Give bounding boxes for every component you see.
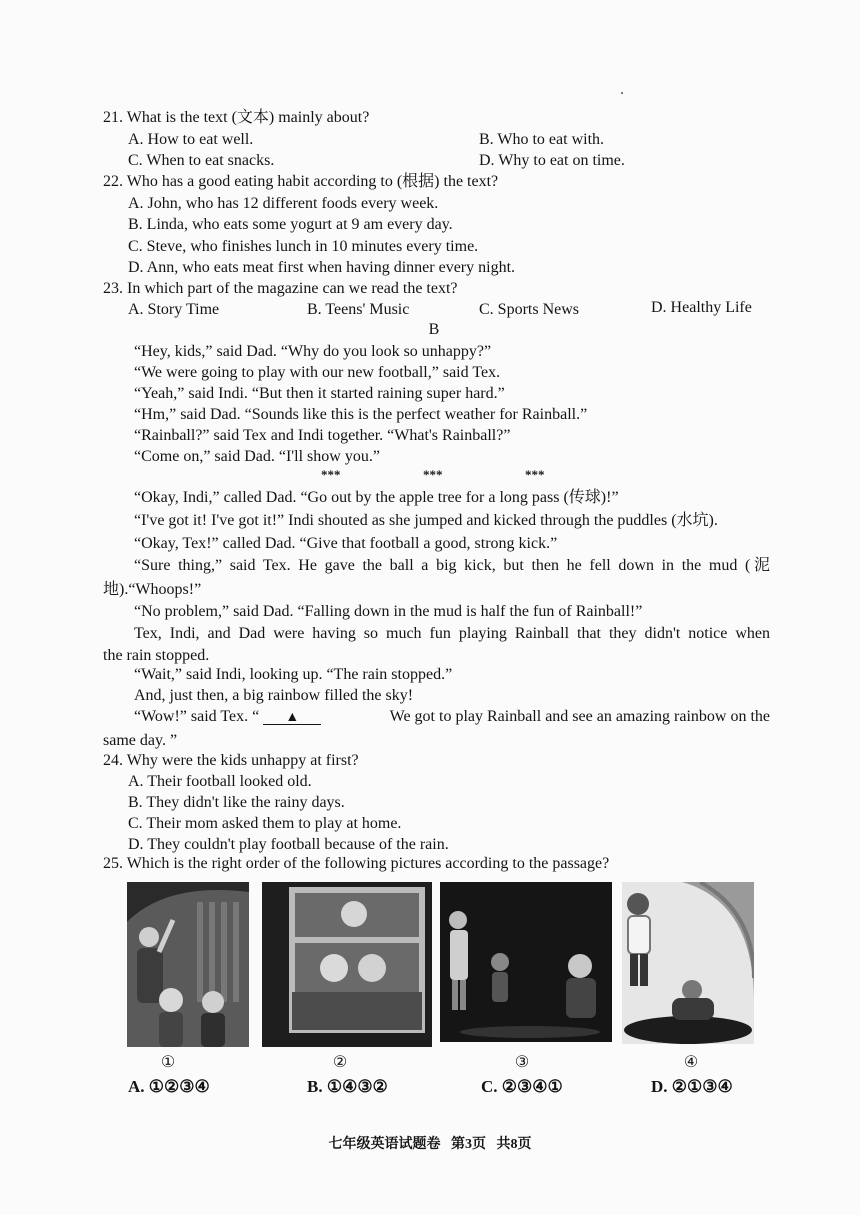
- passage-paragraph: “Hm,” said Dad. “Sounds like this is the perfect weather for Rainball.”: [134, 406, 588, 423]
- picture-1-illustration: [127, 882, 249, 1047]
- passage-paragraph: “No problem,” said Dad. “Falling down in the mud is half the fun of Rainball!”: [134, 603, 643, 620]
- q25-stem: 25. Which is the right order of the following pictures according to the passage?: [103, 855, 610, 872]
- q24-stem: 24. Why were the kids unhappy at first?: [103, 752, 359, 769]
- passage-paragraph-continued: the rain stopped.: [103, 647, 210, 664]
- passage-paragraph: “We were going to play with our new football,” said Tex.: [134, 364, 501, 381]
- q22-option-d: D. Ann, who eats meat first when having dinner every night.: [128, 259, 516, 276]
- q25-option-d: D. ②①③④: [651, 1077, 733, 1096]
- scene-separator: ***: [423, 467, 443, 482]
- blank-trail-text: We got to play Rainball and see an amazing rainbow on the: [389, 708, 770, 725]
- scene-separator: ***: [321, 467, 341, 482]
- picture-1-dad-and-kids: [127, 882, 249, 1047]
- scene-separator: ***: [525, 467, 545, 482]
- q21-option-b: B. Who to eat with.: [479, 131, 605, 148]
- passage-paragraph-continued: same day. ”: [103, 732, 178, 749]
- q23-option-d: D. Healthy Life: [651, 299, 752, 316]
- scan-dot: [621, 92, 623, 94]
- answer-blank: [263, 707, 321, 725]
- q22-option-b: B. Linda, who eats some yogurt at 9 am every day.: [128, 216, 453, 233]
- passage-paragraph: “Yeah,” said Indi. “But then it started raining super hard.”: [134, 385, 505, 402]
- q25-option-a: A. ①②③④: [128, 1077, 210, 1096]
- passage-paragraph: “Wait,” said Indi, looking up. “The rain stopped.”: [134, 666, 453, 683]
- q24-option-a: A. Their football looked old.: [128, 773, 312, 790]
- picture-2-illustration: [262, 882, 432, 1047]
- passage-paragraph: “Come on,” said Dad. “I'll show you.”: [134, 448, 380, 465]
- q23-stem: 23. In which part of the magazine can we read the text?: [103, 280, 458, 297]
- q21-option-c: C. When to eat snacks.: [128, 152, 275, 169]
- picture-4-illustration: [622, 882, 754, 1044]
- q22-option-c: C. Steve, who finishes lunch in 10 minutes every time.: [128, 238, 479, 255]
- q25-option-b: B. ①④③②: [307, 1077, 388, 1096]
- picture-3-label: ③: [514, 1054, 530, 1071]
- passage-paragraph: “Sure thing,” said Tex. He gave the ball a big kick, but then he fell down in the mud (泥: [134, 557, 770, 574]
- q23-option-a: A. Story Time: [128, 301, 220, 318]
- passage-paragraph: “Hey, kids,” said Dad. “Why do you look so unhappy?”: [134, 343, 492, 360]
- picture-3-illustration: [440, 882, 612, 1042]
- q24-option-b: B. They didn't like the rainy days.: [128, 794, 345, 811]
- picture-2-label: ②: [332, 1054, 348, 1071]
- passage-paragraph: “I've got it! I've got it!” Indi shouted as she jumped and kicked through the puddles (水坑).: [134, 512, 718, 529]
- q21-option-a: A. How to eat well.: [128, 131, 254, 148]
- passage-paragraph: Tex, Indi, and Dad were having so much fun playing Rainball that they didn't notice when: [134, 625, 770, 642]
- picture-2-kids-at-window: [262, 882, 432, 1047]
- q21-option-d: D. Why to eat on time.: [479, 152, 625, 169]
- blank-lead-text: “Wow!” said Tex. “: [134, 708, 260, 725]
- q22-option-a: A. John, who has 12 different foods every week.: [128, 195, 439, 212]
- passage-paragraph: “Okay, Tex!” called Dad. “Give that football a good, strong kick.”: [134, 535, 558, 552]
- passage-paragraph: “Rainball?” said Tex and Indi together. “What's Rainball?”: [134, 427, 511, 444]
- q23-option-b: B. Teens' Music: [307, 301, 410, 318]
- q24-option-d: D. They couldn't play football because of the rain.: [128, 836, 449, 853]
- passage-heading: B: [428, 321, 440, 338]
- picture-3-playing-in-rain: [440, 882, 612, 1042]
- page-footer: 七年级英语试题卷 第3页 共8页: [328, 1137, 532, 1152]
- q21-stem: 21. What is the text (文本) mainly about?: [103, 109, 370, 126]
- q23-option-c: C. Sports News: [479, 301, 580, 318]
- q24-option-c: C. Their mom asked them to play at home.: [128, 815, 402, 832]
- q25-option-c: C. ②③④①: [481, 1077, 563, 1096]
- passage-paragraph: “Okay, Indi,” called Dad. “Go out by the apple tree for a long pass (传球)!”: [134, 489, 619, 506]
- q22-stem: 22. Who has a good eating habit according to (根据) the text?: [103, 173, 499, 190]
- picture-1-label: ①: [160, 1054, 176, 1071]
- picture-4-fall-in-mud: [622, 882, 754, 1044]
- passage-paragraph-continued: 地).“Whoops!”: [103, 581, 202, 598]
- picture-4-label: ④: [683, 1054, 699, 1071]
- triangle-marker-icon: ▲: [285, 710, 300, 725]
- passage-paragraph-with-blank: [134, 707, 770, 727]
- passage-paragraph: And, just then, a big rainbow filled the sky!: [134, 687, 414, 704]
